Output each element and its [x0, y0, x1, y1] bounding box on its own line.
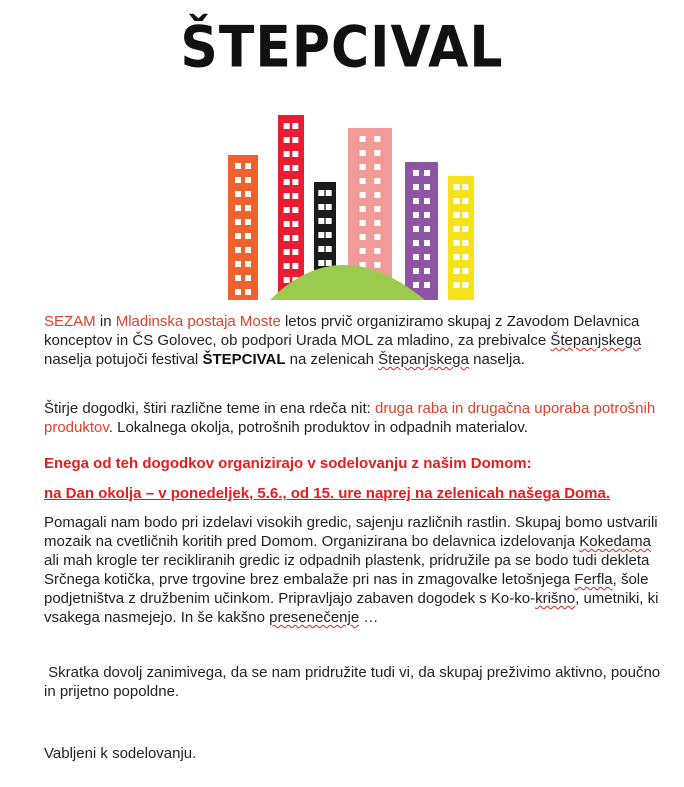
- intro-paragraph: [44, 312, 664, 369]
- mladinska-postaja-link: Mladinska postaja Moste: [115, 313, 281, 330]
- text: ali mah krogle ter recikliranih gredic iz odpadnih plastenk, pridružile pa se bodo tudi dekleta Srčnega kotička, prve trgovine brez embalaže pri nas in zmagovalke letošnjega: [44, 552, 650, 588]
- text: naselja.: [469, 351, 525, 368]
- closing-paragraph: Skratka dovolj zanimivega, da se nam pridružite tudi vi, da skupaj preživimo aktivno, poučno in prijetno popoldne.: [44, 664, 665, 700]
- activities-paragraph: [44, 513, 664, 627]
- text: in: [95, 313, 116, 330]
- text: krišno: [535, 590, 576, 607]
- purple-building: [405, 162, 438, 300]
- logo-title: ŠTEPCIVAL: [180, 15, 504, 81]
- text: , šole podjetništva z družbenim učinkom. Pripravljajo zabaven dogodek s Ko-ko-: [44, 571, 649, 607]
- red-thread-text: druga raba in drugačna uporaba potrošnih produktov: [44, 400, 656, 436]
- theme-paragraph: [44, 399, 664, 437]
- red-building: [278, 115, 304, 300]
- text: …: [359, 609, 379, 626]
- text: na zelenicah: [285, 351, 379, 368]
- text: . Lokalnega okolja, potrošnih produktov in odpadnih materialov.: [108, 419, 528, 436]
- event-date-heading: na Dan okolja – v ponedeljek, 5.6., od 15. ure naprej na zelenicah našega Doma.: [44, 485, 611, 502]
- text: Pomagali nam bodo pri izdelavi visokih gredic, sajenju različnih rastlin. Skupaj bomo ustvarili mozaik na cvetličnih koritih pred Domom. Organizirana bo delavnica izdelovanja: [44, 514, 658, 550]
- text: , umetniki, ki vsakega nasmejejo. In še kakšno: [44, 590, 659, 626]
- text: letos prvič organiziramo skupaj z Zavodom Delavnica konceptov in ČS Golovec, ob podpori Urada MOL za mladino, za prebivalce: [44, 313, 640, 349]
- logo-buildings-illustration: [210, 110, 480, 300]
- text: Štirje dogodki, štiri različne teme in ena rdeča nit:: [44, 400, 375, 417]
- invitation-line: Vabljeni k sodelovanju.: [44, 745, 197, 762]
- text: Ferfla: [574, 571, 613, 588]
- yellow-building: [448, 176, 474, 300]
- text: Štepanjskega: [378, 351, 469, 368]
- text: Kokedama: [579, 533, 651, 550]
- orange-building: [228, 155, 258, 300]
- text: Štepanjskega: [550, 332, 642, 349]
- text: naselja potujoči festival: [44, 351, 203, 368]
- event-intro-heading: Enega od teh dogodkov organizirajo v sodelovanju z našim Domom:: [44, 455, 532, 472]
- text: presenečenje: [269, 609, 360, 626]
- festival-name: ŠTEPCIVAL: [202, 351, 286, 368]
- sezam-link: SEZAM: [44, 313, 96, 330]
